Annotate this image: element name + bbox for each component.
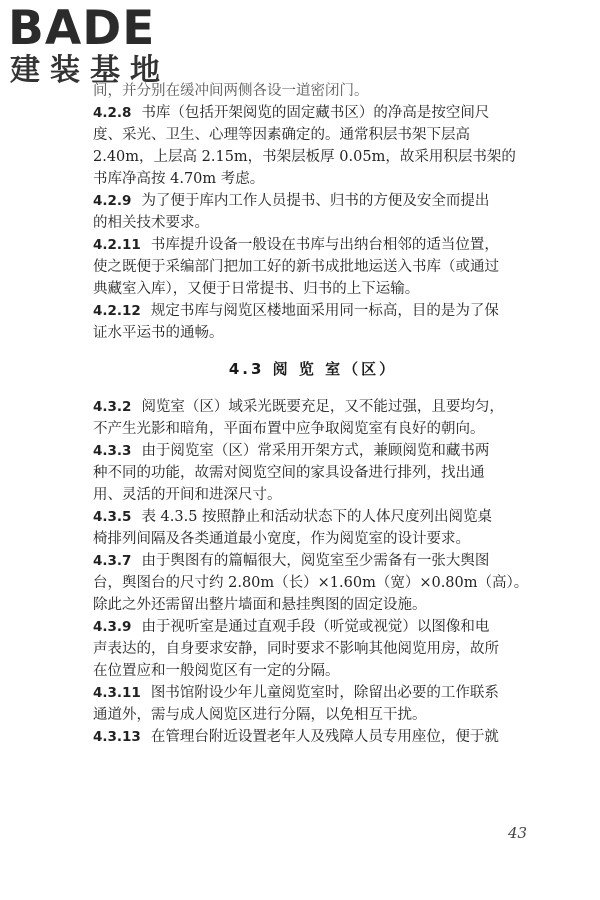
line-text: 的相关技术要求。 [93,215,209,231]
line-text: 椅排列间隔及各类通道最小宽度，作为阅览室的设计要求。 [93,531,470,547]
clause-number: 4.3.7 [93,553,132,569]
clause-line [93,396,533,418]
clause-line [93,550,533,572]
clause-number: 4.3.3 [93,443,132,459]
text-line [93,528,533,550]
line-text: 典藏室入库），又便于日常提书、归书的上下运输。 [93,281,420,297]
line-text: 通道外，需与成人阅览区进行分隔，以免相互干扰。 [93,707,427,723]
clause-number: 4.3.2 [93,399,132,415]
line-text: 2.40m，上层高 2.15m，书架层板厚 0.05m，故采用积层书架的 [93,149,516,165]
clause-line [93,300,533,322]
logo-subtitle: 建装基地 [10,53,170,88]
document-body [93,80,533,748]
line-text: 在位置应和一般阅览区有一定的分隔。 [93,663,340,679]
clause-number: 4.3.5 [93,509,132,525]
clause-number: 4.3.13 [93,729,141,745]
clause-line [93,616,533,638]
line-text: 阅览室（区）域采光既要充足，又不能过强，且要均匀， [141,399,504,415]
line-text: 度、采光、卫生、心理等因素确定的。通常积层书架下层高 [93,127,470,143]
text-line [93,660,533,682]
text-line [93,638,533,660]
line-text: 使之既便于采编部门把加工好的新书成批地运送入书库（或通过 [93,259,499,275]
clause-line [93,190,533,212]
clause-number: 4.3.9 [93,619,132,635]
line-text: 不产生光影和暗角，平面布置中应争取阅览室有良好的朝向。 [93,421,485,437]
line-text: 书库提升设备一般设在书库与出纳台相邻的适当位置， [150,237,499,253]
line-text: 由于视听室是通过直观手段（听觉或视觉）以图像和电 [141,619,490,635]
clause-line [93,102,533,124]
line-text: 规定书库与阅览区楼地面采用同一标高，目的是为了保 [150,303,499,319]
logo [8,1,188,96]
clause-number: 4.3.11 [93,685,141,701]
line-text: 由于阅览室（区）常采用开架方式，兼顾阅览和藏书两 [141,443,490,459]
clause-line [93,506,533,528]
line-text: 台，舆图台的尺寸约 2.80m（长）×1.60m（宽）×0.80m（高）。 [93,575,529,591]
text-line [93,594,533,616]
clause-number: 4.2.11 [93,237,141,253]
page-number: 43 [508,824,528,842]
clause-line [93,726,533,748]
line-text: 书库净高按 4.70m 考虑。 [93,171,265,187]
text-line [93,278,533,300]
line-text: 间，并分别在缓冲间两侧各设一道密闭门。 [93,83,369,99]
clause-line [93,682,533,704]
text-line [93,462,533,484]
text-line [93,256,533,278]
line-text: 为了便于库内工作人员提书、归书的方便及安全而提出 [141,193,490,209]
text-line [93,146,533,168]
section-heading: 4.3 阅 览 室（区） [228,360,398,378]
line-text: 表 4.3.5 按照静止和活动状态下的人体尺度列出阅览桌 [141,509,493,525]
line-text: 在管理台附近设置老年人及残障人员专用座位，便于就 [150,729,499,745]
section-4-2-continued [93,80,533,344]
clause-line [93,440,533,462]
line-text: 除此之外还需留出整片墙面和悬挂舆图的固定设施。 [93,597,427,613]
text-line [93,168,533,190]
line-text: 用、灵活的开间和进深尺寸。 [93,487,282,503]
line-text: 声表达的，自身要求安静，同时要求不影响其他阅览用房，故所 [93,641,499,657]
text-line [93,418,533,440]
text-line [93,484,533,506]
clause-number: 4.2.8 [93,105,132,121]
line-text: 书库（包括开架阅览的固定藏书区）的净高是按空间尺 [141,105,490,121]
section-4-3 [93,396,533,748]
line-text: 图书馆附设少年儿童阅览室时，除留出必要的工作联系 [150,685,499,701]
text-line [93,572,533,594]
clause-line [93,234,533,256]
text-line [93,212,533,234]
line-text: 种不同的功能，故需对阅览空间的家具设备进行排列，找出通 [93,465,485,481]
line-text: 证水平运书的通畅。 [93,325,224,341]
text-line [93,322,533,344]
text-line [93,124,533,146]
line-text: 由于舆图有的篇幅很大，阅览室至少需备有一张大舆图 [141,553,490,569]
clause-number: 4.2.9 [93,193,132,209]
clause-number: 4.2.12 [93,303,141,319]
text-line [93,704,533,726]
logo-text: BADE [8,1,156,56]
